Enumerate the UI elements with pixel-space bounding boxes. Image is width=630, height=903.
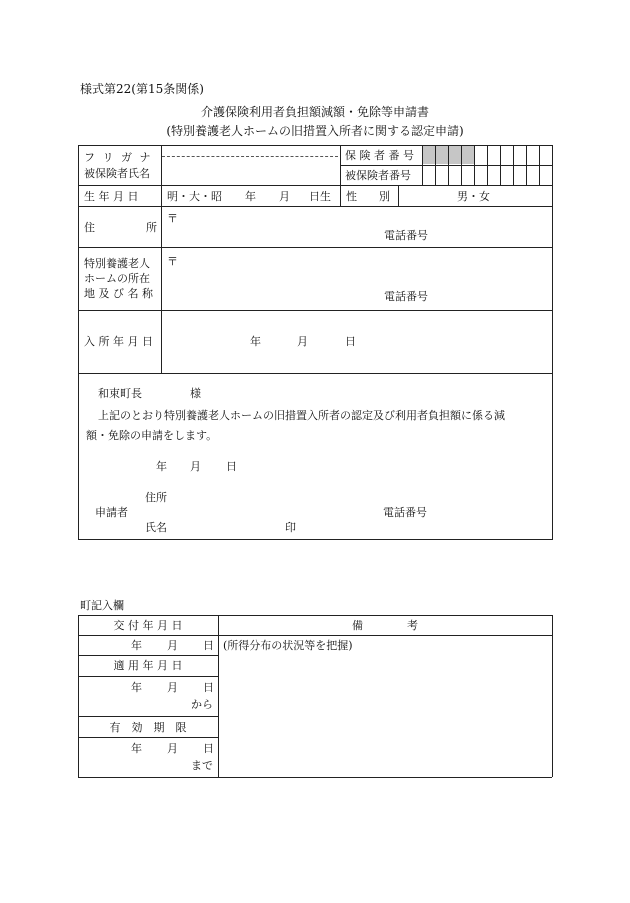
admission-label: 入 所 年 月 日 (84, 335, 153, 348)
apply-year-unit: 年 (131, 681, 142, 694)
declaration-year-unit: 年 (156, 460, 167, 473)
valid-month-unit: 月 (167, 742, 178, 755)
form-subtitle: (特別養護老人ホームの旧措置入所者に関する認定申請) (166, 124, 464, 138)
applicant-name-label: 氏名 (145, 521, 167, 534)
valid-year-unit: 年 (131, 742, 142, 755)
valid-day-unit: 日 (203, 742, 214, 755)
sex-options: 男・女 (457, 190, 490, 203)
dob-year-unit: 年 (245, 190, 256, 203)
address-postal-mark: 〒 (167, 212, 178, 225)
admission-day-unit: 日 (345, 335, 356, 348)
dob-month-unit: 月 (279, 190, 290, 203)
facility-phone-label: 電話番号 (384, 290, 428, 303)
declaration-month-unit: 月 (190, 460, 201, 473)
issue-day-unit: 日 (203, 639, 214, 652)
issue-month-unit: 月 (167, 639, 178, 652)
insured-name-label: 被保険者氏名 (84, 167, 150, 180)
issue-date-label: 交 付 年 月 日 (113, 619, 183, 632)
from-label: から (191, 698, 213, 711)
insurer-number-label: 保 険 者 番 号 (345, 149, 414, 162)
address-phone-label: 電話番号 (384, 229, 428, 242)
honorific: 様 (190, 387, 201, 400)
seal-mark: 印 (285, 521, 296, 534)
apply-month-unit: 月 (167, 681, 178, 694)
dob-label: 生 年 月 日 (84, 190, 139, 203)
facility-postal-mark: 〒 (167, 255, 178, 268)
declaration-body-line1: 上記のとおり特別養護老人ホームの旧措置入所者の認定及び利用者負担額に係る減 (98, 409, 505, 422)
remarks-label: 備 考 (352, 619, 418, 632)
insured-number-label: 被保険者番号 (345, 169, 411, 182)
form-number: 様式第22(第15条関係) (80, 82, 204, 96)
applicant-address-label: 住所 (145, 491, 167, 504)
issue-year-unit: 年 (131, 639, 142, 652)
form-title: 介護保険利用者負担額減額・免除等申請書 (200, 105, 429, 119)
furigana-label: フ リ ガ ナ (84, 151, 153, 164)
applicant-phone-label: 電話番号 (383, 506, 427, 519)
declaration-day-unit: 日 (226, 460, 237, 473)
sex-label: 性 別 (346, 190, 390, 203)
applicant-label: 申請者 (95, 506, 128, 519)
until-label: まで (191, 759, 213, 772)
address-label-2: 所 (146, 221, 157, 234)
addressee: 和束町長 (98, 387, 142, 400)
apply-date-label: 適 用 年 月 日 (113, 659, 183, 672)
apply-day-unit: 日 (203, 681, 214, 694)
office-section-title: 町記入欄 (80, 599, 124, 612)
remarks-note: (所得分布の状況等を把握) (223, 639, 353, 652)
facility-label-3: 地 及 び 名 称 (84, 287, 153, 300)
facility-label-1: 特別養護老人 (84, 257, 150, 270)
admission-year-unit: 年 (250, 335, 261, 348)
valid-period-label: 有 効 期 限 (109, 721, 187, 734)
admission-month-unit: 月 (297, 335, 308, 348)
dob-day-unit: 日生 (309, 190, 331, 203)
facility-label-2: ホームの所在 (84, 272, 150, 285)
address-label-1: 住 (84, 221, 95, 234)
declaration-body-line2: 額・免除の申請をします。 (86, 429, 218, 442)
era-options: 明・大・昭 (167, 190, 222, 203)
